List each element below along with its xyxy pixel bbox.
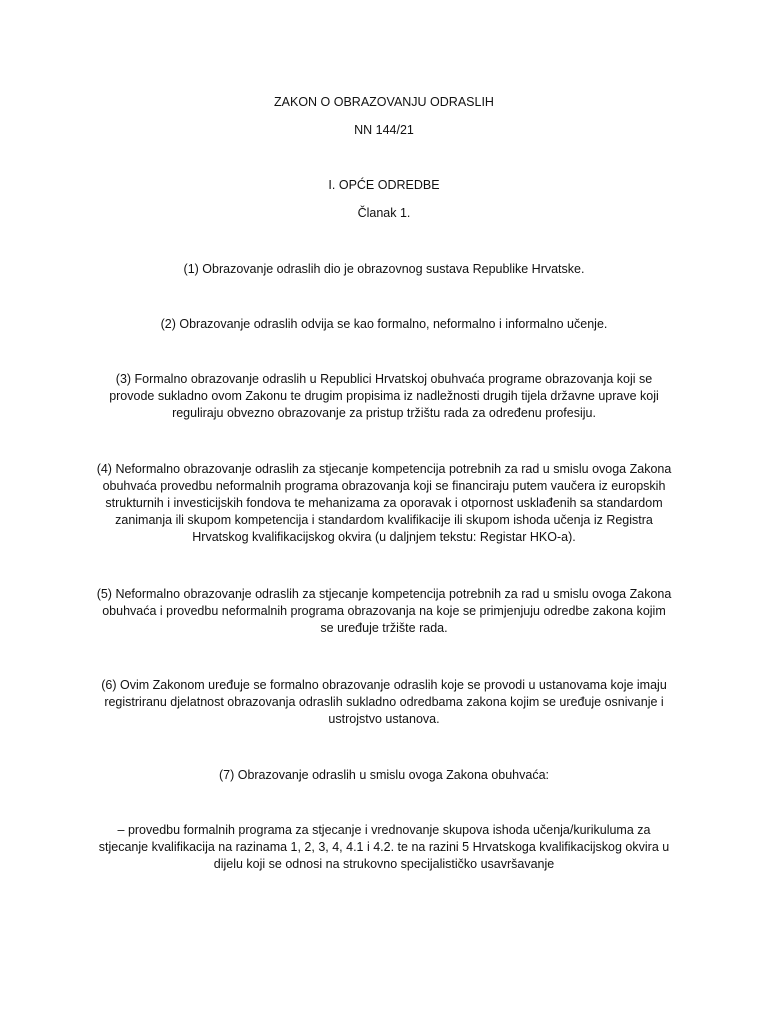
list-item-1: – provedbu formalnih programa za stjecanje i vrednovanje skupova ishoda učenja/kurikuluma za stjecanje kvalifikacija na razinama 1, 2, 3, 4, 4.1 i 4.2. te na razini 5 Hrvatskoga kvalifikacijskog okvira u dijelu koji se odnosi na strukovno specijalističko usavršavanje — [98, 823, 670, 871]
section-heading: I. OPĆE ODREDBE — [328, 178, 440, 192]
paragraph-5: (5) Neformalno obrazovanje odraslih za stjecanje kompetencija potrebnih za rad u smislu ovoga Zakona obuhvaća i provedbu neformalnih programa obrazovanja na koje se primjenjuju odredbe zakona kojim se uređuje tržište rada. — [96, 587, 672, 635]
gazette-number: NN 144/21 — [354, 123, 414, 137]
paragraph-7: (7) Obrazovanje odraslih u smislu ovoga Zakona obuhvaća: — [218, 768, 550, 782]
paragraph-4: (4) Neformalno obrazovanje odraslih za stjecanje kompetencija potrebnih za rad u smislu ovoga Zakona obuhvaća provedbu neformalnih programa obrazovanja koji se financiraju putem vaučera iz europskih strukturnih i investicijskih fondova te mehanizama za oporavak i otpornost usklađenih sa standardom zanimanja ili skupom kompetencija i standardom kvalifikacije ili skupom ishoda učenja iz Registra Hrvatskog kvalifikacijskog okvira (u daljnjem tekstu: Registar HKO-a). — [96, 462, 672, 544]
paragraph-3: (3) Formalno obrazovanje odraslih u Republici Hrvatskoj obuhvaća programe obrazovanja koji se provode sukladno ovom Zakonu te drugim propisima iz nadležnosti drugih tijela državne uprave koji reguliraju obvezno obrazovanje za pristup tržištu rada za određenu profesiju. — [109, 372, 659, 420]
paragraph-6: (6) Ovim Zakonom uređuje se formalno obrazovanje odraslih koje se provodi u ustanovama koje imaju registriranu djelatnost obrazovanja odraslih sukladno odredbama zakona kojim se uređuje osnivanje i ustrojstvo ustanova. — [101, 678, 667, 726]
paragraph-2: (2) Obrazovanje odraslih odvija se kao formalno, neformalno i informalno učenje. — [160, 317, 608, 331]
document-title: ZAKON O OBRAZOVANJU ODRASLIH — [274, 95, 494, 109]
article-heading: Članak 1. — [357, 206, 411, 220]
paragraph-1: (1) Obrazovanje odraslih dio je obrazovnog sustava Republike Hrvatske. — [183, 262, 585, 276]
